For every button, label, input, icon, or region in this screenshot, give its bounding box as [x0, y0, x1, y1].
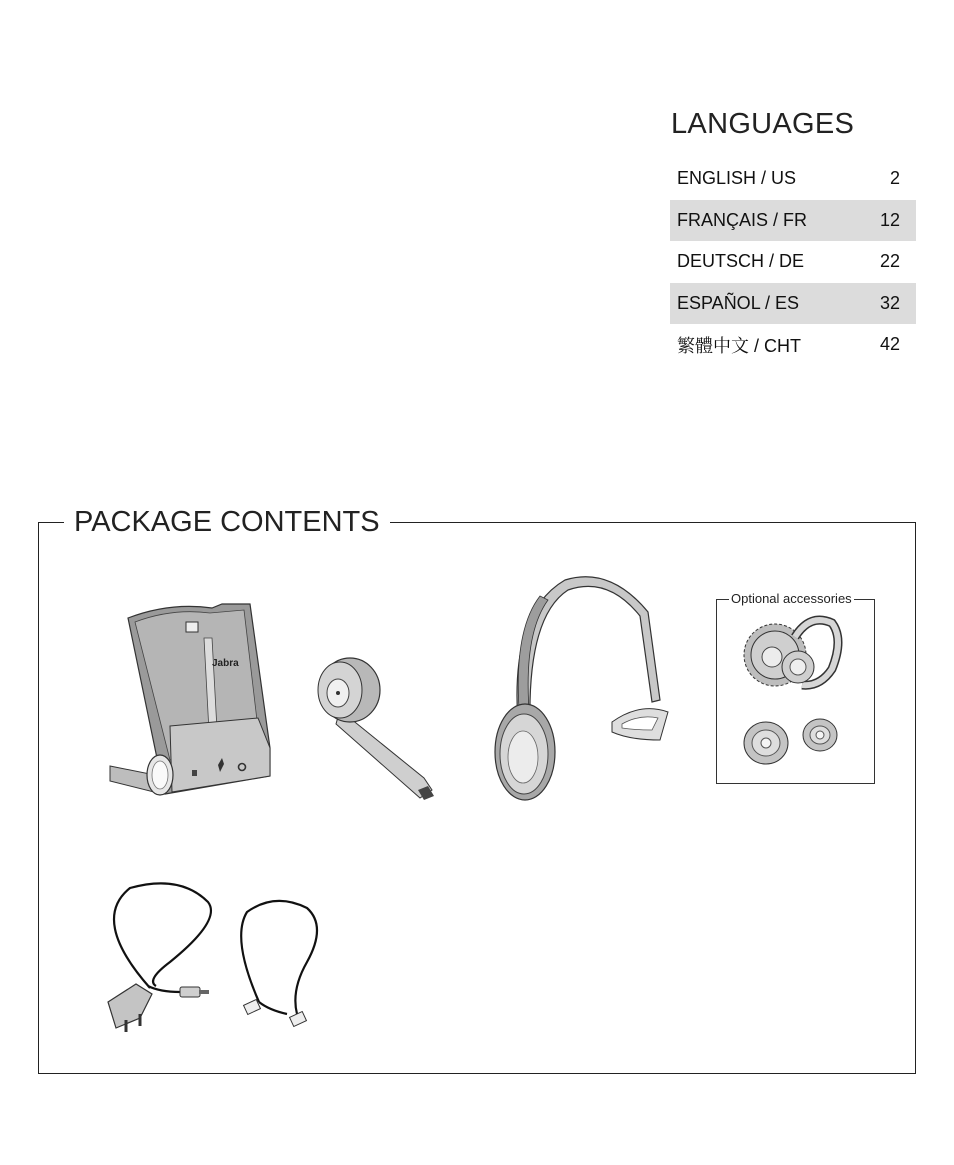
- optional-accessories-label: Optional accessories: [731, 591, 852, 606]
- languages-table: [670, 158, 916, 366]
- package-contents-title: PACKAGE CONTENTS: [64, 506, 390, 539]
- base-brand-text: Jabra: [212, 658, 239, 669]
- headset-boom-illustration: [312, 650, 442, 805]
- language-label: ENGLISH / US: [677, 168, 797, 189]
- language-label: 繁體中文 / CHT: [677, 335, 801, 356]
- language-row-cht[interactable]: [670, 324, 916, 366]
- language-label: DEUTSCH / DE: [677, 251, 805, 272]
- languages-title: LANGUAGES: [671, 108, 855, 140]
- language-row-de[interactable]: [670, 241, 916, 283]
- power-adapter-illustration: [100, 880, 220, 1040]
- headband-headset-illustration: [490, 572, 675, 812]
- language-page: 22: [879, 251, 900, 272]
- telephone-cable-illustration: [235, 898, 335, 1038]
- language-row-es[interactable]: [670, 283, 916, 325]
- language-page: 12: [879, 209, 900, 230]
- language-page: 2: [889, 168, 900, 189]
- language-page: 42: [879, 334, 900, 355]
- optional-accessories-illustration: [740, 615, 855, 775]
- language-label: FRANÇAIS / FR: [677, 209, 808, 230]
- language-page: 32: [879, 292, 900, 313]
- language-label: ESPAÑOL / ES: [677, 292, 800, 313]
- language-row-fr[interactable]: [670, 200, 916, 242]
- base-station-illustration: [100, 598, 280, 803]
- language-row-en[interactable]: [670, 158, 916, 200]
